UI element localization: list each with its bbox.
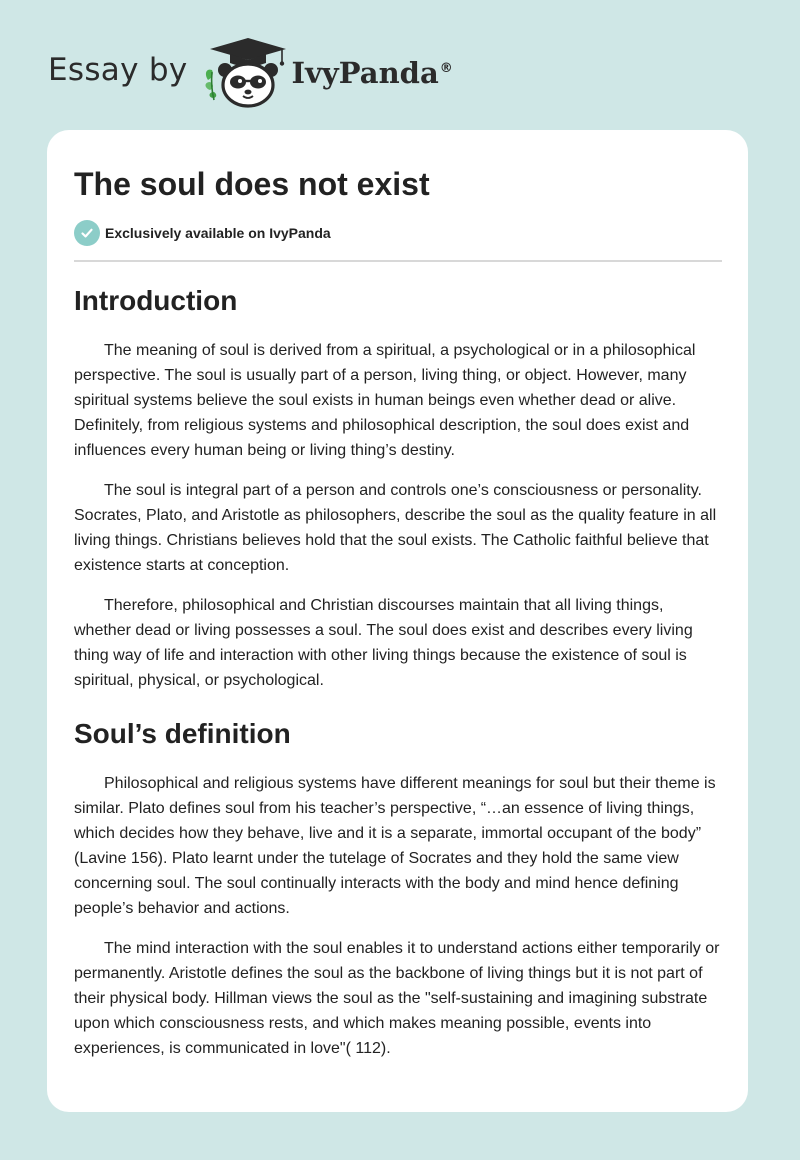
badge-label: Exclusively available on IvyPanda [105, 225, 331, 241]
site-brand[interactable] [48, 36, 453, 108]
paragraph: The soul is integral part of a person and controls one’s consciousness or personality. Socrates, Plato, and Aristotle as philosophers, describe the soul as the quality feature in all living things. Christians believes hold that the soul exists. The Catholic faithful believe that existence starts at conception. [74, 482, 717, 574]
paragraph: The meaning of soul is derived from a spiritual, a psychological or in a philosophical perspective. The soul is usually part of a person, living thing, or object. However, many spiritual systems believe the soul exists in human beings even whether dead or alive. Definitely, from religious systems and philosophical description, the soul does exist and influences every human being or living thing’s destiny. [74, 342, 696, 459]
section-souls-definition [74, 717, 722, 1061]
section-introduction [74, 284, 722, 693]
check-icon [74, 220, 100, 246]
checkmark-glyph [80, 226, 94, 240]
essay-card [47, 130, 748, 1112]
exclusive-badge [74, 220, 722, 246]
section-heading: Soul’s definition [74, 718, 291, 749]
registered-mark: ® [439, 61, 453, 77]
title-divider [74, 260, 722, 262]
panda-logo-icon [202, 36, 290, 108]
section-heading: Introduction [74, 285, 238, 316]
paragraph: Therefore, philosophical and Christian discourses maintain that all living things, whether dead or living possesses a soul. The soul does exist and describes every living thing way of life and interaction with other living things because the existence of soul is spiritual, physical, or psychological. [74, 597, 693, 689]
page-title: The soul does not exist [74, 166, 430, 202]
paragraph: The mind interaction with the soul enables it to understand actions either temporarily or permanently. Aristotle defines the soul as the backbone of living things but it is not part of their physical body. Hillman views the soul as the "self-sustaining and imagining substrate upon which consciousness rests, and which makes meaning possible, events into experiences, is communicated in love"( 112). [74, 940, 720, 1057]
paragraph: Philosophical and religious systems have different meanings for soul but their theme is similar. Plato defines soul from his teacher’s perspective, “…an essence of living things, which decides how they behave, live and it is a separate, immortal occupant of the body” (Lavine 156). Plato learnt under the tutelage of Socrates and they hold the same view concerning soul. The soul continually interacts with the body and mind hence defining people’s behavior and actions. [74, 775, 716, 917]
brand-prefix: Essay by [48, 52, 188, 88]
brand-name [292, 56, 453, 90]
brand-name-text: IvyPanda [291, 56, 439, 90]
